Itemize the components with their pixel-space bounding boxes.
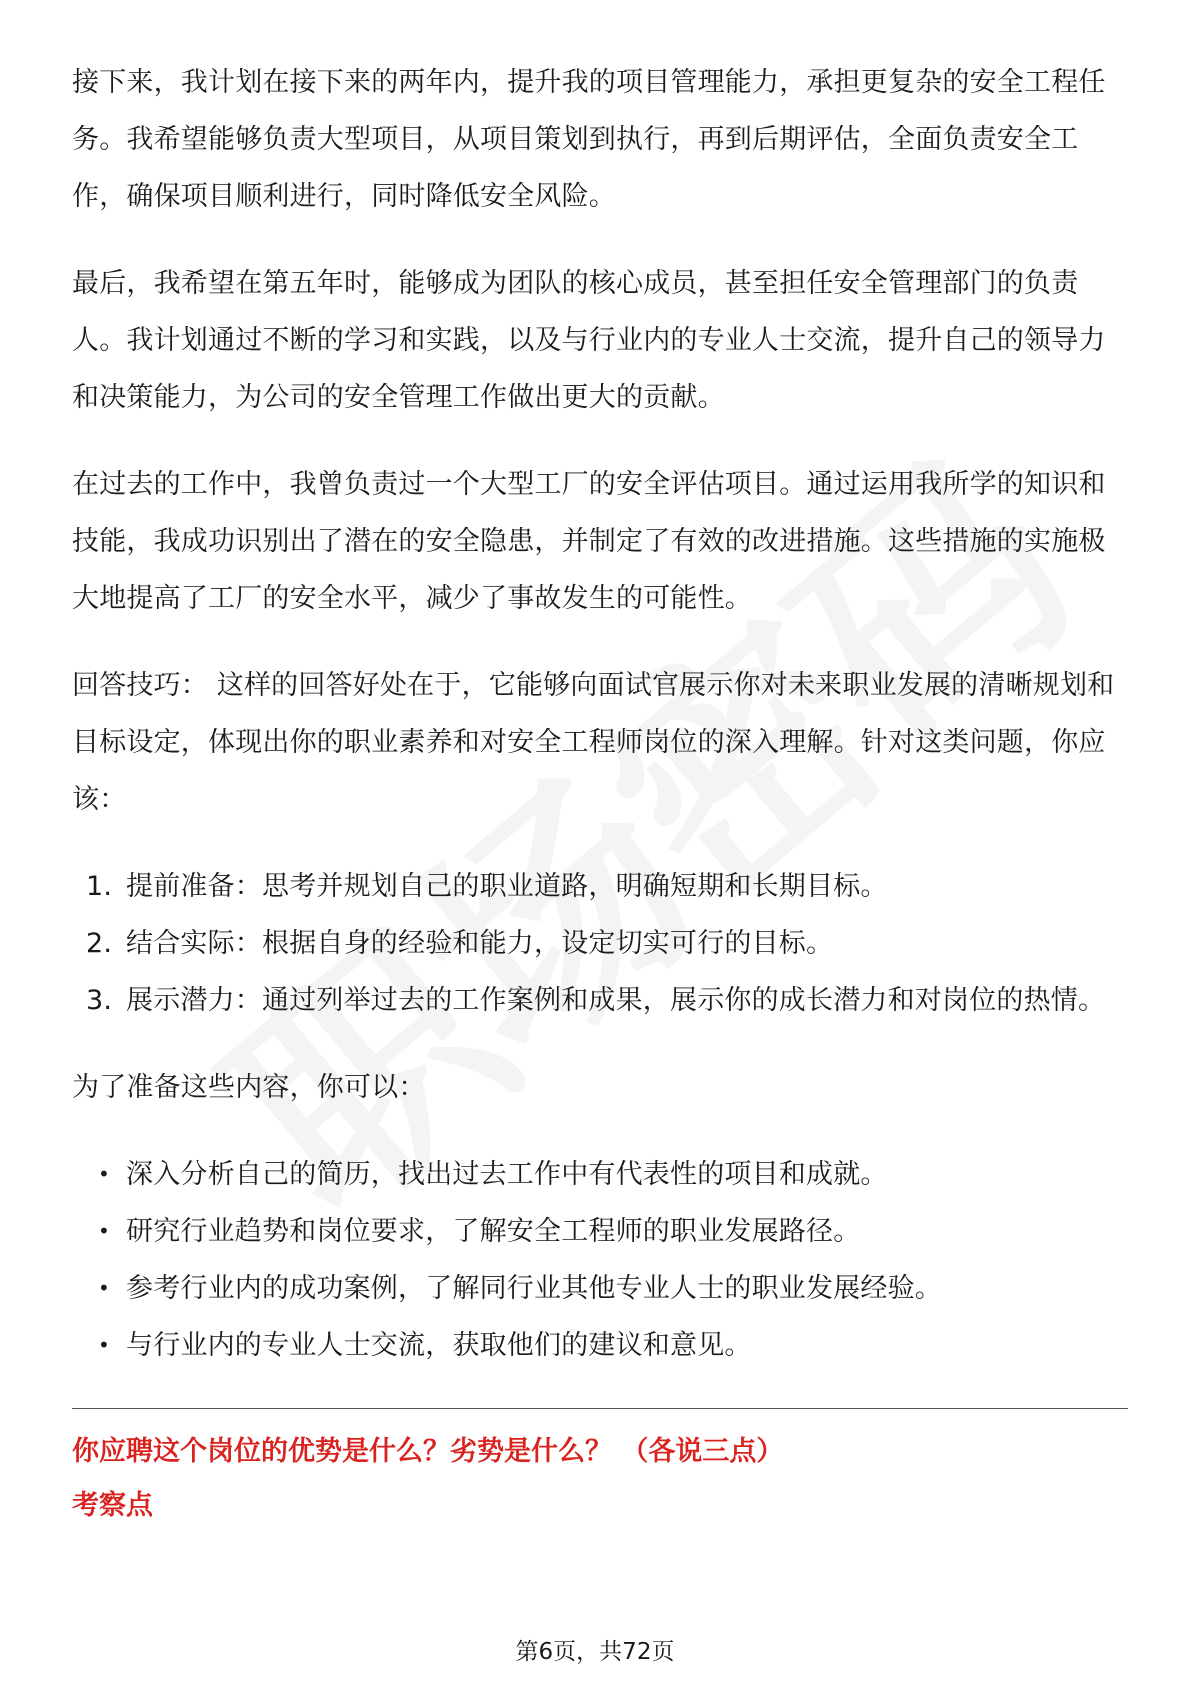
list-item-text: 深入分析自己的简历，找出过去工作中有代表性的项目和成就。 bbox=[126, 1159, 888, 1190]
paragraph-past-experience: 在过去的工作中，我曾负责过一个大型工厂的安全评估项目。通过运用我所学的知识和技能，我成功识别出了潜在的安全隐患，并制定了有效的改进措施。这些措施的实施极大地提高了工厂的安全水平，减少了事故发生的可能性。 bbox=[72, 469, 1106, 614]
list-item-text: 提前准备：思考并规划自己的职业道路，明确短期和长期目标。 bbox=[126, 871, 888, 902]
bullet-icon: • bbox=[98, 1162, 110, 1186]
bullet-list bbox=[72, 1146, 1128, 1374]
paragraph-prep-intro: 为了准备这些内容，你可以： bbox=[72, 1072, 426, 1103]
numbered-list-item bbox=[72, 972, 1128, 1029]
list-number: 1. bbox=[86, 871, 113, 902]
paragraph-two-year-plan: 接下来，我计划在接下来的两年内，提升我的项目管理能力，承担更复杂的安全工程任务。我希望能够负责大型项目，从项目策划到执行，再到后期评估，全面负责安全工作，确保项目顺利进行，同时降低安全风险。 bbox=[72, 67, 1106, 212]
bullet-icon: • bbox=[98, 1219, 110, 1243]
numbered-list-item bbox=[72, 915, 1128, 972]
list-number: 2. bbox=[86, 928, 113, 959]
bullet-list-item bbox=[72, 1260, 1128, 1317]
list-item-text: 研究行业趋势和岗位要求，了解安全工程师的职业发展路径。 bbox=[126, 1216, 861, 1247]
bullet-icon: • bbox=[98, 1333, 110, 1357]
numbered-list bbox=[72, 858, 1128, 1029]
paragraph-answer-tips: 回答技巧： 这样的回答好处在于，它能够向面试官展示你对未来职业发展的清晰规划和目标设定，体现出你的职业素养和对安全工程师岗位的深入理解。针对这类问题，你应该： bbox=[72, 670, 1115, 815]
bullet-icon: • bbox=[98, 1276, 110, 1300]
page-number-footer: 第6页，共72页 bbox=[515, 1639, 675, 1665]
bullet-list-item bbox=[72, 1317, 1128, 1374]
bullet-list-item bbox=[72, 1146, 1128, 1203]
paragraph-five-year-plan: 最后，我希望在第五年时，能够成为团队的核心成员，甚至担任安全管理部门的负责人。我计划通过不断的学习和实践，以及与行业内的专业人士交流，提升自己的领导力和决策能力，为公司的安全管理工作做出更大的贡献。 bbox=[72, 268, 1106, 413]
list-item-text: 与行业内的专业人士交流，获取他们的建议和意见。 bbox=[126, 1330, 752, 1361]
question-heading: 你应聘这个岗位的优势是什么？劣势是什么？ （各说三点） bbox=[72, 1436, 784, 1467]
section-divider bbox=[72, 1408, 1128, 1409]
list-number: 3. bbox=[86, 985, 113, 1016]
document-page bbox=[72, 54, 1128, 1533]
list-item-text: 参考行业内的成功案例，了解同行业其他专业人士的职业发展经验。 bbox=[126, 1273, 942, 1304]
numbered-list-item bbox=[72, 858, 1128, 915]
list-item-text: 展示潜力：通过列举过去的工作案例和成果，展示你的成长潜力和对岗位的热情。 bbox=[126, 985, 1106, 1016]
bullet-list-item bbox=[72, 1203, 1128, 1260]
section-heading: 考察点 bbox=[72, 1490, 153, 1521]
list-item-text: 结合实际：根据自身的经验和能力，设定切实可行的目标。 bbox=[126, 928, 834, 959]
